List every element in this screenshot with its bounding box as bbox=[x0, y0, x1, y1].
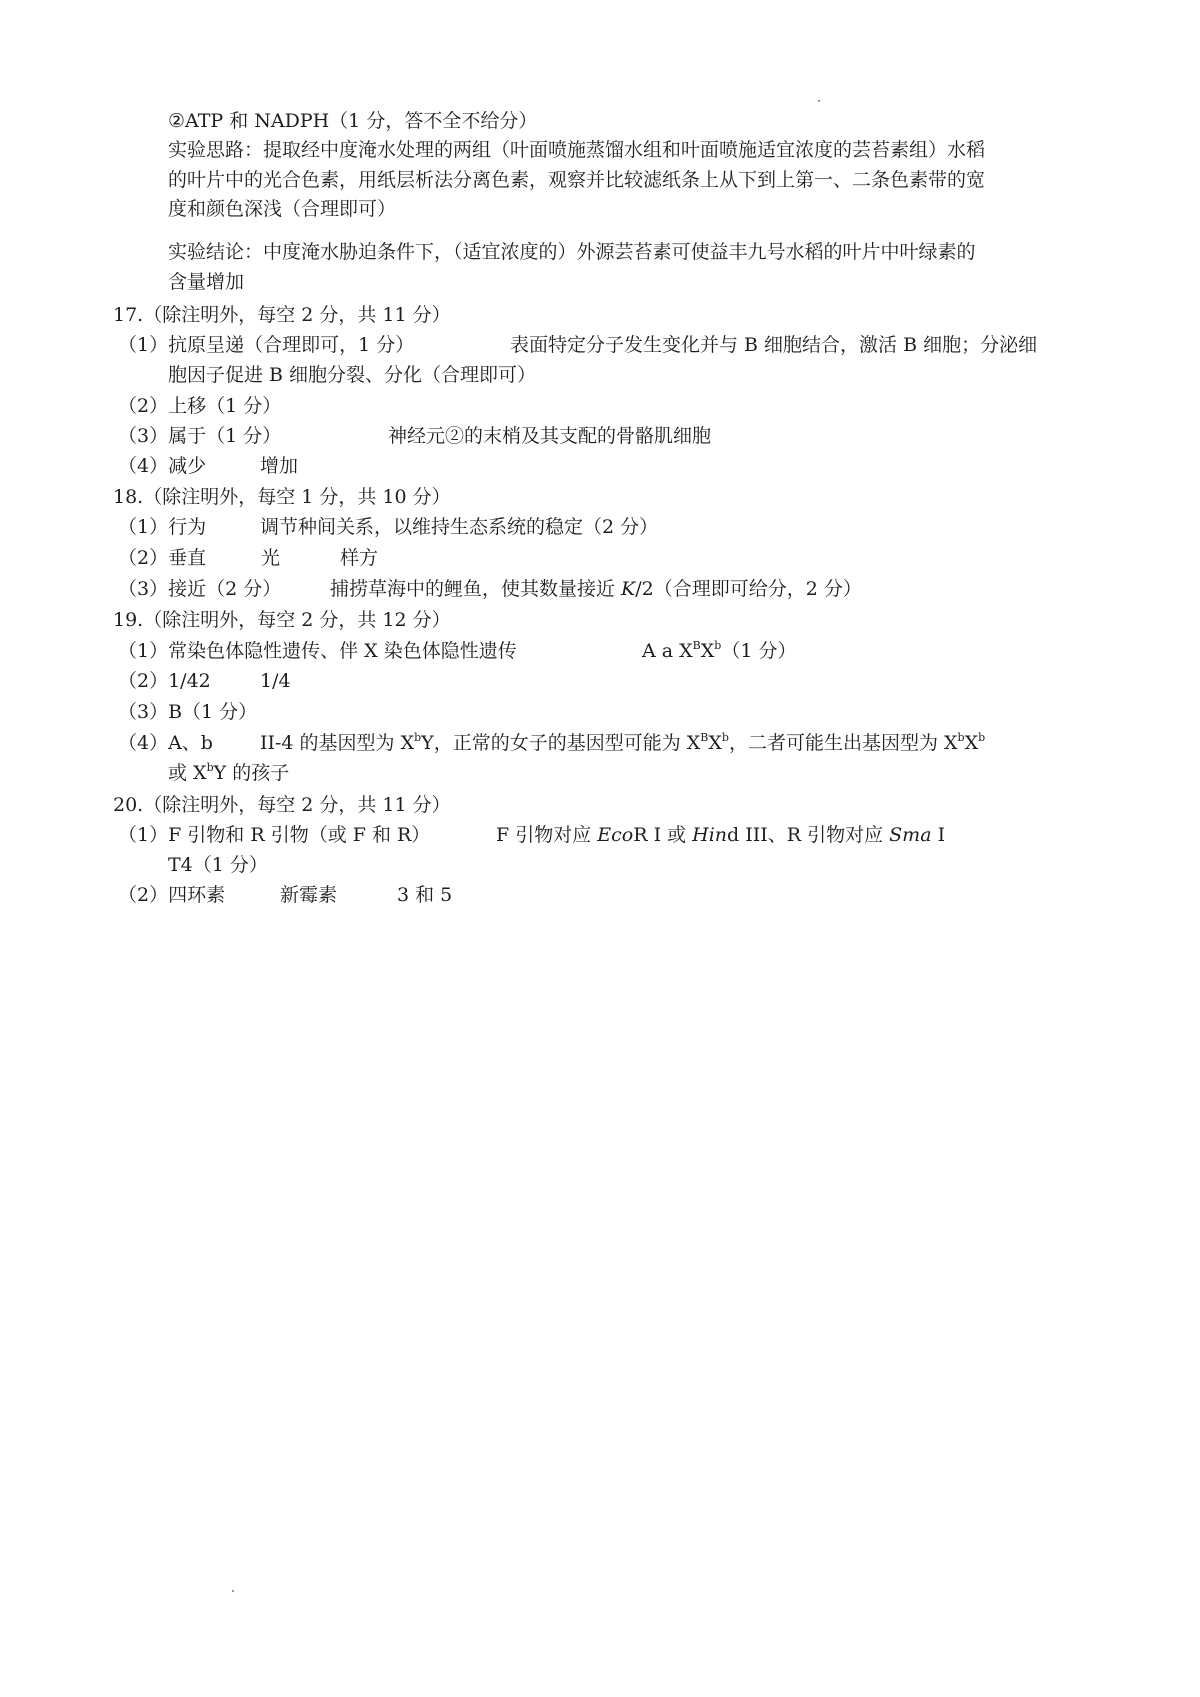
q20-part-2-answer-a: （2）四环素 bbox=[118, 884, 226, 906]
q17-part-3-answer-a: （3）属于（1 分） bbox=[118, 425, 282, 447]
q20-part-2-answer-c: 3 和 5 bbox=[397, 884, 453, 906]
q19-part-1-answer-b bbox=[642, 636, 796, 666]
q19-part-2-answer-a: （2）1/42 bbox=[118, 670, 211, 692]
q20-part-1 bbox=[118, 820, 1118, 850]
q18-header: 18.（除注明外，每空 1 分，共 10 分） bbox=[113, 486, 451, 508]
q20-header: 20.（除注明外，每空 2 分，共 11 分） bbox=[113, 794, 451, 816]
q18-part-3-answer-a: （3）接近（2 分） bbox=[118, 578, 282, 600]
q16-experiment-idea-line-2: 的叶片中的光合色素，用纸层析法分离色素，观察并比较滤纸条上从下到上第一、二条色素带的宽 bbox=[168, 169, 986, 191]
q19-genotype-x: X bbox=[700, 640, 715, 662]
q17-part-2: （2）上移（1 分） bbox=[118, 395, 282, 417]
q20-part-1-text-1: F 引物对应 bbox=[496, 824, 598, 846]
q20-part-1-text-4: I bbox=[931, 824, 946, 846]
q20-part-1-hin: Hin bbox=[692, 824, 728, 846]
q18-part-2-answer-c: 样方 bbox=[340, 547, 379, 569]
q20-part-1-sma: Sma bbox=[889, 824, 932, 846]
q17-part-1-answer-b: 表面特定分子发生变化并与 B 细胞结合，激活 B 细胞；分泌细 bbox=[510, 334, 1038, 356]
q19-part-4-continued bbox=[168, 758, 289, 788]
q19-part-4-cont-text-1: 或 X bbox=[168, 762, 207, 784]
q19-part-4-answer-a: （4）A、b bbox=[118, 732, 213, 754]
q17-part-1-answer-a: （1）抗原呈递（合理即可，1 分） bbox=[118, 334, 415, 356]
q18-part-1-answer-a: （1）行为 bbox=[118, 516, 207, 538]
q19-part-2 bbox=[118, 666, 1118, 696]
q20-part-1-answer-a: （1）F 引物和 R 引物（或 F 和 R） bbox=[118, 824, 431, 846]
q19-part-4-sup-3: b bbox=[721, 731, 729, 744]
q19-genotype-sup-2: b bbox=[714, 639, 722, 652]
q18-part-3-text-1: 捕捞草海中的鲤鱼，使其数量接近 bbox=[330, 578, 622, 600]
q19-part-4-text-4: ，二者可能生出基因型为 X bbox=[728, 732, 958, 754]
q16-experiment-idea-line-1: 实验思路：提取经中度淹水处理的两组（叶面喷施蒸馏水组和叶面喷施适宜浓度的芸苔素组）水稻 bbox=[168, 139, 986, 161]
q18-part-2 bbox=[118, 543, 1118, 573]
q19-part-1 bbox=[118, 636, 1118, 666]
q20-part-1-text-2: R I 或 bbox=[633, 824, 693, 846]
q20-part-1-eco: Eco bbox=[597, 824, 634, 846]
q16-experiment-idea-line-3: 度和颜色深浅（合理即可） bbox=[168, 198, 397, 220]
q20-part-1-answer-b bbox=[496, 820, 945, 850]
q17-part-3-answer-b: 神经元②的末梢及其支配的骨骼肌细胞 bbox=[388, 425, 712, 447]
q20-part-2-answer-b: 新霉素 bbox=[280, 884, 338, 906]
q18-part-2-answer-b: 光 bbox=[261, 547, 281, 569]
q17-part-4-answer-b: 增加 bbox=[260, 455, 299, 477]
q19-part-4-sup-4: b bbox=[957, 731, 965, 744]
q18-part-1-answer-b: 调节种间关系，以维持生态系统的稳定（2 分） bbox=[260, 516, 659, 538]
q19-genotype-sup-1: B bbox=[692, 639, 701, 652]
scan-speck bbox=[232, 1590, 234, 1592]
q19-part-1-answer-a: （1）常染色体隐性遗传、伴 X 染色体隐性遗传 bbox=[118, 640, 517, 662]
q19-part-4-answer-b bbox=[260, 728, 985, 758]
q17-part-4 bbox=[118, 451, 1118, 481]
q17-part-1 bbox=[118, 330, 1118, 360]
q19-part-4-text-2: Y，正常的女子的基因型可能为 X bbox=[421, 732, 701, 754]
q19-part-4-sup-2: B bbox=[700, 731, 709, 744]
q19-part-4-text-5: X bbox=[964, 732, 979, 754]
q16-line-1: ②ATP 和 NADPH（1 分，答不全不给分） bbox=[168, 110, 538, 132]
q18-part-3-k: K bbox=[621, 578, 636, 600]
q17-part-3 bbox=[118, 421, 1118, 451]
q19-part-2-answer-b: 1/4 bbox=[260, 670, 291, 692]
q17-part-4-answer-a: （4）减少 bbox=[118, 455, 207, 477]
q19-part-4 bbox=[118, 728, 1118, 758]
q20-part-2 bbox=[118, 880, 1118, 910]
q19-genotype-aa: A a X bbox=[642, 640, 693, 662]
q18-part-1 bbox=[118, 512, 1118, 542]
q17-part-1-continued: 胞因子促进 B 细胞分裂、分化（合理即可） bbox=[168, 364, 537, 386]
q19-part-4-sup-5: b bbox=[978, 731, 986, 744]
q18-part-3-text-2: /2（合理即可给分，2 分） bbox=[635, 578, 862, 600]
q19-part-4-text-3: X bbox=[708, 732, 722, 754]
q19-part-3: （3）B（1 分） bbox=[118, 701, 258, 723]
q20-part-1-continued: T4（1 分） bbox=[168, 854, 268, 876]
q18-part-3-answer-b bbox=[330, 574, 862, 604]
q19-part-4-sup-1: b bbox=[414, 731, 422, 744]
q20-part-1-text-3: d III、R 引物对应 bbox=[727, 824, 890, 846]
q19-part-4-cont-text-2: Y 的孩子 bbox=[213, 762, 290, 784]
q18-part-2-answer-a: （2）垂直 bbox=[118, 547, 207, 569]
q16-conclusion-line-1: 实验结论：中度淹水胁迫条件下，（适宜浓度的）外源芸苔素可使益丰九号水稻的叶片中叶绿素的 bbox=[168, 241, 976, 263]
q16-conclusion-line-2: 含量增加 bbox=[168, 271, 245, 293]
scan-speck bbox=[818, 100, 820, 102]
q17-header: 17.（除注明外，每空 2 分，共 11 分） bbox=[113, 304, 451, 326]
q19-header: 19.（除注明外，每空 2 分，共 12 分） bbox=[113, 609, 451, 631]
q19-part-1-points: （1 分） bbox=[721, 640, 797, 662]
q19-part-4-text-1: II-4 的基因型为 X bbox=[260, 732, 415, 754]
q19-part-4-cont-sup: b bbox=[206, 761, 214, 774]
q18-part-3 bbox=[118, 574, 1118, 604]
